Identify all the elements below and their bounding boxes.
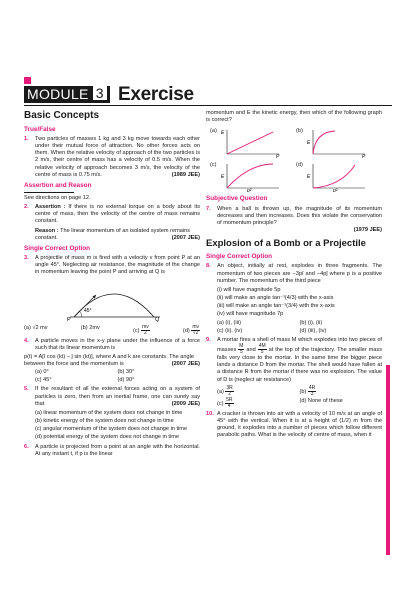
statement-iii: (iii) will make an angle tan⁻¹(3/4) with the x-axis bbox=[217, 303, 335, 310]
fraction bbox=[308, 386, 316, 397]
question-5-options bbox=[24, 410, 200, 442]
option-c[interactable] bbox=[133, 325, 150, 336]
option-text: (ii), (iv) bbox=[225, 327, 243, 334]
option-text: angular momentum of the system does not change in time bbox=[43, 426, 188, 433]
option-label: (a) bbox=[35, 409, 42, 416]
option-a[interactable] bbox=[217, 386, 300, 397]
exam-tag: (1979 JEE) bbox=[353, 226, 382, 233]
question-text: A projectile of mass m is fired with a velocity v from point P at an angle 45°. Neglecting air resistance, the magnitude of the change in momentum leaving the point P and arriving at Q is bbox=[35, 255, 200, 276]
option-text: (i), (iii) bbox=[225, 319, 241, 326]
reason-text: The linear momentum of an isolated system remains constant. bbox=[35, 227, 191, 241]
option-label: (c) bbox=[217, 400, 224, 407]
graph-d bbox=[305, 162, 369, 192]
question-4-options bbox=[24, 369, 200, 384]
exam-tag: (2007 JEE) bbox=[171, 234, 200, 241]
option-text: linear momentum of the system does not change in time bbox=[43, 409, 183, 416]
question-text: A particle is projected from a point at an angle with the horizontal. At any instant t, if p is the linear bbox=[35, 443, 200, 457]
option-a[interactable] bbox=[35, 410, 200, 417]
option-c[interactable] bbox=[217, 398, 300, 409]
question-number: 1. bbox=[24, 135, 29, 142]
question-text: If the resultant of all the external forces acting on a system of particles is zero, then from an inertial frame, one can surely say that bbox=[35, 386, 200, 407]
projectile-diagram bbox=[64, 279, 164, 323]
option-d[interactable] bbox=[300, 398, 383, 409]
angle-label: 45° bbox=[84, 307, 92, 314]
option-label: (d) bbox=[299, 397, 307, 404]
fraction bbox=[191, 325, 200, 336]
single-correct-heading-2: Single Correct Option bbox=[206, 253, 273, 261]
question-text: A mortar fires a shell of mass M which explodes into two pieces of masses bbox=[217, 336, 382, 354]
option-label: (b) bbox=[299, 319, 307, 326]
assertion-heading: Assertion and Reason bbox=[24, 181, 92, 189]
fraction-numerator: 4R bbox=[308, 384, 316, 391]
fraction-m2 bbox=[258, 344, 267, 355]
option-b[interactable] bbox=[118, 369, 201, 376]
option-label: (c) bbox=[217, 327, 224, 334]
reason-block bbox=[24, 228, 200, 242]
option-label: (a) bbox=[217, 388, 224, 395]
question-number: 2. bbox=[24, 204, 29, 211]
option-b[interactable] bbox=[300, 386, 383, 397]
graph-c bbox=[219, 162, 283, 192]
fraction-denominator: 5 bbox=[260, 349, 264, 356]
question-number: 4. bbox=[24, 337, 29, 344]
statement-iv: (iv) will have magnitude 7p bbox=[217, 311, 284, 318]
option-label: (a) bbox=[35, 369, 42, 376]
fraction bbox=[141, 325, 150, 336]
option-label: (a) bbox=[217, 319, 224, 326]
x-axis-label: P bbox=[275, 154, 280, 159]
fraction-numerator: 3R bbox=[226, 384, 233, 391]
option-label: (a) bbox=[24, 324, 31, 331]
assertion-text: If there is no external torque on a body about its centre of mass, then the velocity of the centre of mass remains constant. bbox=[35, 204, 200, 225]
option-text: potential energy of the system does not change in time bbox=[43, 434, 179, 441]
graph-option-a[interactable] bbox=[210, 128, 296, 158]
option-label: (d) bbox=[299, 327, 307, 334]
graph-curve bbox=[227, 132, 273, 154]
graph-option-c[interactable] bbox=[210, 162, 296, 192]
option-label: (d) bbox=[35, 434, 42, 441]
option-label: (b) bbox=[299, 388, 307, 395]
question-3-options bbox=[24, 325, 200, 336]
section-title: Basic Concepts bbox=[24, 110, 100, 121]
question-4 bbox=[24, 338, 200, 352]
option-a[interactable] bbox=[217, 320, 300, 327]
fraction-denominator: 3 bbox=[310, 390, 314, 397]
option-c[interactable] bbox=[35, 377, 118, 384]
option-d[interactable] bbox=[118, 377, 201, 384]
momentum-formula bbox=[24, 354, 200, 368]
fraction bbox=[225, 386, 233, 397]
option-text: 0° bbox=[43, 369, 49, 376]
fraction-denominator: 2 bbox=[228, 390, 231, 397]
fraction-m1 bbox=[238, 344, 244, 355]
option-b[interactable] bbox=[300, 320, 383, 327]
option-text: (iii), (iv) bbox=[307, 327, 327, 334]
question-text: and bbox=[246, 347, 256, 354]
point-p-label: P bbox=[67, 316, 71, 323]
assertion-label: Assertion : bbox=[35, 204, 66, 211]
graph-curve bbox=[313, 165, 355, 188]
option-label: (c) bbox=[35, 377, 42, 384]
option-text: 45° bbox=[43, 377, 52, 384]
question-2 bbox=[24, 204, 200, 225]
module-number: 3 bbox=[93, 86, 107, 100]
angle-arc bbox=[80, 311, 82, 317]
header-rule bbox=[24, 105, 392, 106]
option-label: (d) bbox=[117, 377, 125, 384]
question-8-options bbox=[206, 320, 382, 335]
option-text: 90° bbox=[125, 377, 135, 384]
option-a[interactable] bbox=[24, 325, 48, 336]
module-label: MODULE bbox=[27, 86, 89, 102]
option-text: kinetic energy of the system does not change in time bbox=[43, 418, 174, 425]
option-label: (b) bbox=[296, 128, 303, 135]
graph-option-d[interactable] bbox=[296, 162, 382, 192]
statement-i: (i) will have magnitude 5p bbox=[217, 286, 281, 293]
question-text: A particle moves in the x-y plane under the influence of a force such that its linear momentum is bbox=[35, 337, 200, 351]
formula-text: p(t) = A[î cos (kt) − ĵ sin (kt)], where A and k are constants. The angle between the force and the momentum is bbox=[24, 353, 194, 367]
left-column bbox=[24, 110, 200, 460]
option-c[interactable] bbox=[35, 426, 200, 433]
point-q-label: Q bbox=[155, 316, 160, 323]
graph-a bbox=[219, 128, 283, 158]
question-5 bbox=[24, 386, 200, 407]
option-label: (c) bbox=[132, 327, 140, 334]
option-text: None of these bbox=[307, 397, 343, 404]
option-b[interactable] bbox=[35, 418, 200, 425]
directions-note: See directions on page 12. bbox=[24, 194, 91, 201]
fraction-numerator: mv bbox=[142, 323, 149, 330]
x-axis-label: p² bbox=[332, 188, 338, 193]
statement-ii: (ii) will make an angle tan⁻¹(4/3) with the x-axis bbox=[217, 295, 334, 302]
option-label: (b) bbox=[35, 418, 42, 425]
fraction-denominator: √2 bbox=[192, 329, 199, 336]
question-9 bbox=[206, 337, 382, 384]
question-text: An object, initially at rest, explodes in three fragments. The momentum of two pieces are −3pî and −4pĵ where p is a positive number. The momentum of the third piece bbox=[217, 263, 382, 284]
y-axis-label: E bbox=[306, 174, 311, 181]
y-axis-label: E bbox=[306, 140, 311, 147]
fraction-numerator: mv bbox=[192, 323, 199, 330]
option-label: (d) bbox=[296, 162, 303, 169]
graph-curve bbox=[227, 164, 273, 188]
subjective-heading: Subjective Question bbox=[206, 195, 268, 203]
y-axis-label: E bbox=[220, 130, 225, 137]
question-number: 7. bbox=[206, 205, 211, 212]
question-number: 3. bbox=[24, 255, 29, 262]
question-text: A cracker is thrown into air with a velocity of 10 m/s at an angle of 45° with the vertical. When it is at a height of (1/2) m from the ground, it explodes into a number of pieces which follow different parabolic paths. What is the velocity of centre of mass, when it bbox=[217, 410, 382, 439]
graph-curve bbox=[313, 131, 335, 154]
fraction-numerator: 5R bbox=[226, 396, 233, 403]
y-axis-label: E bbox=[220, 174, 224, 181]
option-a[interactable] bbox=[35, 369, 118, 376]
explosion-heading: Explosion of a Bomb or a Projectile bbox=[206, 238, 366, 250]
header-marker-square bbox=[24, 77, 31, 84]
question-6-continued: momentum and E the kinetic energy, then which of the following graph is correct? bbox=[206, 110, 382, 124]
exam-tag: (1989 JEE) bbox=[171, 171, 200, 178]
heading-rule bbox=[24, 192, 74, 193]
question-text: at the top of the trajectory. The smaller mass falls very close to the mortar. In the same time the bigger piece lands a distance D from the mortar. The shell would have fallen at a distance R from the mortar if there was no explosion. The value of D is (neglect air resistance) bbox=[217, 347, 383, 383]
graph-options bbox=[210, 128, 382, 192]
option-label: (c) bbox=[35, 426, 42, 433]
fraction bbox=[225, 398, 233, 409]
fraction-numerator: M bbox=[239, 343, 244, 350]
x-axis-label: p² bbox=[246, 188, 251, 193]
option-d[interactable] bbox=[300, 328, 383, 335]
option-b[interactable] bbox=[81, 325, 100, 336]
fraction-denominator: 5 bbox=[239, 349, 243, 356]
question-8 bbox=[206, 263, 382, 284]
question-1 bbox=[24, 136, 200, 179]
question-9-options bbox=[206, 386, 382, 409]
option-label: (b) bbox=[117, 369, 125, 376]
fraction-denominator: 4 bbox=[227, 402, 231, 409]
graph-b bbox=[305, 128, 369, 158]
option-c[interactable] bbox=[217, 328, 300, 335]
fraction-numerator: 4M bbox=[258, 343, 266, 350]
question-number: 8. bbox=[206, 263, 211, 270]
margin-accent-bar bbox=[386, 365, 390, 555]
question-text: When a ball is thrown up, the magnitude of its momentum decreases and then increases. Does this violate the conservation of momentum principle? bbox=[217, 205, 382, 226]
fraction-denominator: 2 bbox=[144, 329, 147, 336]
option-text: 2mv bbox=[89, 324, 100, 331]
option-text: (i), (ii) bbox=[307, 319, 323, 326]
option-d[interactable] bbox=[35, 434, 200, 441]
option-label: (a) bbox=[210, 128, 217, 135]
question-number: 10. bbox=[206, 410, 214, 417]
question-6 bbox=[24, 444, 200, 458]
module-badge bbox=[24, 86, 110, 103]
graph-option-b[interactable] bbox=[296, 128, 382, 158]
option-d[interactable] bbox=[183, 325, 200, 336]
question-3 bbox=[24, 255, 200, 276]
question-number: 5. bbox=[24, 386, 29, 393]
right-column bbox=[206, 110, 382, 441]
option-label: (c) bbox=[210, 162, 217, 169]
option-label: (b) bbox=[80, 324, 88, 331]
option-text: 30° bbox=[125, 369, 135, 376]
page-title: Exercise bbox=[118, 84, 194, 105]
option-text: √2 mv bbox=[32, 324, 48, 331]
exam-tag: (2009 JEE) bbox=[171, 400, 200, 407]
true-false-heading: True/False bbox=[24, 125, 56, 133]
exam-tag: (2007 JEE) bbox=[171, 360, 200, 367]
question-number: 9. bbox=[206, 336, 211, 343]
question-number: 6. bbox=[24, 443, 29, 450]
reason-label: Reason : bbox=[35, 227, 59, 234]
single-correct-heading: Single Correct Option bbox=[24, 244, 91, 252]
question-7 bbox=[206, 206, 382, 235]
question-10 bbox=[206, 411, 382, 440]
x-axis-label: P bbox=[361, 154, 366, 159]
option-label: (d) bbox=[182, 327, 190, 334]
question-text: Two particles of masses 1 kg and 3 kg move towards each other under their mutual force of attraction. No other forces acts on them. When the relative velocity of approach of the two particles is 2 m/s, their centre of mass has a velocity of 0.5 m/s. When the relative velocity of approach becomes 3 m/s, the velocity of the centre of mass is 0.75 m/s. bbox=[35, 135, 200, 178]
